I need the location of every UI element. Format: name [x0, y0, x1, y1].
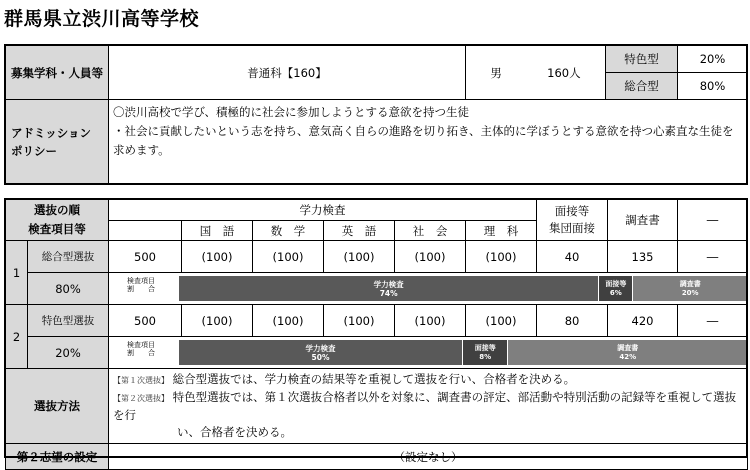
report-score: 420: [608, 305, 678, 337]
ratio-segment: [633, 276, 747, 301]
report-score: 135: [608, 241, 678, 273]
second-choice-value: （設定なし）: [109, 444, 748, 470]
interview-header-line2: 集団面接: [549, 221, 596, 235]
total-score: 500: [109, 241, 182, 273]
ratio-segment-percent: 8%: [479, 352, 492, 361]
method-label: 選抜方法: [6, 369, 109, 444]
method-text-2b: い、合格者を決める。: [177, 425, 292, 439]
ratio-segment-label: 面接等: [605, 279, 627, 288]
method-tag: 【第１次選抜】: [113, 376, 169, 385]
ratio-label-line2: 割 合: [127, 285, 155, 293]
recruit-label: 募集学科・人員等: [6, 46, 109, 100]
method-text-1: 総合型選抜では、学力検査の結果等を重視して選抜を行い、合格者を決める。: [172, 372, 576, 386]
ratio-label: [113, 341, 179, 357]
interview-header: [537, 200, 608, 241]
selection-percent: 80%: [28, 273, 109, 305]
method-line: [113, 389, 743, 424]
gakuryoku-header: 学力検査: [109, 200, 537, 221]
subject-score: (100): [253, 305, 324, 337]
general-type-value: 80%: [678, 73, 748, 100]
ratio-segment: [179, 276, 599, 301]
ratio-segment-label: 調査書: [679, 279, 701, 288]
ratio-segment: [599, 276, 633, 301]
selection-percent: 20%: [28, 337, 109, 369]
admission-label-line2: ポリシー: [11, 143, 57, 158]
ratio-segment-percent: 50%: [311, 352, 330, 362]
ratio-label: [113, 277, 179, 293]
selection-header-line2: 検査項目等: [28, 222, 86, 236]
admission-label-line1: アドミッション: [11, 125, 92, 140]
subject-score: (100): [324, 241, 395, 273]
policy-line: 求めます。: [113, 143, 170, 157]
ratio-segment-label: 面接等: [474, 343, 496, 352]
ratio-segment-label: 学力検査: [305, 343, 336, 353]
selection-header: [6, 200, 109, 241]
ratio-label-line1: 検査項目: [127, 277, 155, 285]
subject-score: (100): [395, 241, 466, 273]
ratio-bar: [179, 340, 747, 365]
report-header: 調査書: [608, 200, 678, 241]
order-number: 1: [6, 241, 28, 305]
subject-header: 国 語: [182, 221, 253, 241]
capacity-value: 160人: [547, 65, 581, 80]
interview-score: 40: [537, 241, 608, 273]
subject-header: 社 会: [395, 221, 466, 241]
ratio-label-line1: 検査項目: [127, 341, 155, 349]
policy-line: 〇渋川高校で学び、積極的に社会に参加しようとする意欲を持つ生徒: [113, 105, 470, 119]
general-type-label: 総合型: [606, 73, 678, 100]
ratio-segment-label: 調査書: [617, 343, 639, 352]
policy-line: ・社会に貢献したいという志を持ち、意気高く自らの進路を切り拓き、主体的に学ぼうとする意欲を持つ心素直な生徒を: [113, 124, 734, 138]
other-score: ―: [678, 305, 748, 337]
ratio-segment-percent: 74%: [379, 288, 398, 298]
method-tag: 【第２次選抜】: [113, 394, 169, 403]
selection-header-line1: 選抜の順: [34, 203, 80, 217]
interview-header-line1: 面接等: [554, 204, 590, 218]
method-text-2a: 特色型選抜では、第１次選抜合格者以外を対象に、調査書の評定、部活動や特別活動の記録等を重視して選抜を行: [113, 390, 737, 422]
subject-score: (100): [466, 241, 537, 273]
ratio-segment-percent: 42%: [619, 352, 637, 361]
subject-score: (100): [182, 241, 253, 273]
special-type-value: 20%: [678, 46, 748, 73]
subject-score: (100): [395, 305, 466, 337]
recruit-table: [5, 45, 748, 184]
second-choice-label: 第２志望の設定: [6, 444, 109, 470]
other-score: ―: [678, 241, 748, 273]
method-line: [113, 371, 743, 389]
capacity-cell: [466, 46, 606, 100]
page-title: 群馬県立渋川高等学校: [4, 8, 200, 30]
special-type-label: 特色型: [606, 46, 678, 73]
gender-value: 男: [490, 65, 502, 80]
method-text: [109, 369, 748, 444]
selection-name: 特色型選抜: [28, 305, 109, 337]
ratio-segment-percent: 20%: [681, 288, 699, 297]
ratio-segment: [508, 340, 747, 365]
ratio-segment-percent: 6%: [609, 288, 622, 297]
ratio-bar-row: [109, 337, 748, 369]
subject-header: 理 科: [466, 221, 537, 241]
total-score: 500: [109, 305, 182, 337]
subject-score: (100): [182, 305, 253, 337]
other-header: ―: [678, 200, 748, 241]
subject-score: (100): [253, 241, 324, 273]
admission-policy-label: [6, 100, 109, 184]
interview-score: 80: [537, 305, 608, 337]
ratio-bar-row: [109, 273, 748, 305]
subject-score: (100): [466, 305, 537, 337]
total-header-blank: [109, 221, 182, 241]
subject-header: 数 学: [253, 221, 324, 241]
ratio-bar: [179, 276, 747, 301]
course-value: 普通科【160】: [109, 46, 466, 100]
ratio-segment: [179, 340, 463, 365]
subject-score: (100): [324, 305, 395, 337]
ratio-segment: [463, 340, 508, 365]
subject-header: 英 語: [324, 221, 395, 241]
selection-name: 総合型選抜: [28, 241, 109, 273]
admission-policy-text: [109, 100, 748, 184]
ratio-label-line2: 割 合: [127, 349, 155, 357]
selection-table: [5, 199, 748, 470]
order-number: 2: [6, 305, 28, 369]
ratio-segment-label: 学力検査: [373, 279, 404, 289]
